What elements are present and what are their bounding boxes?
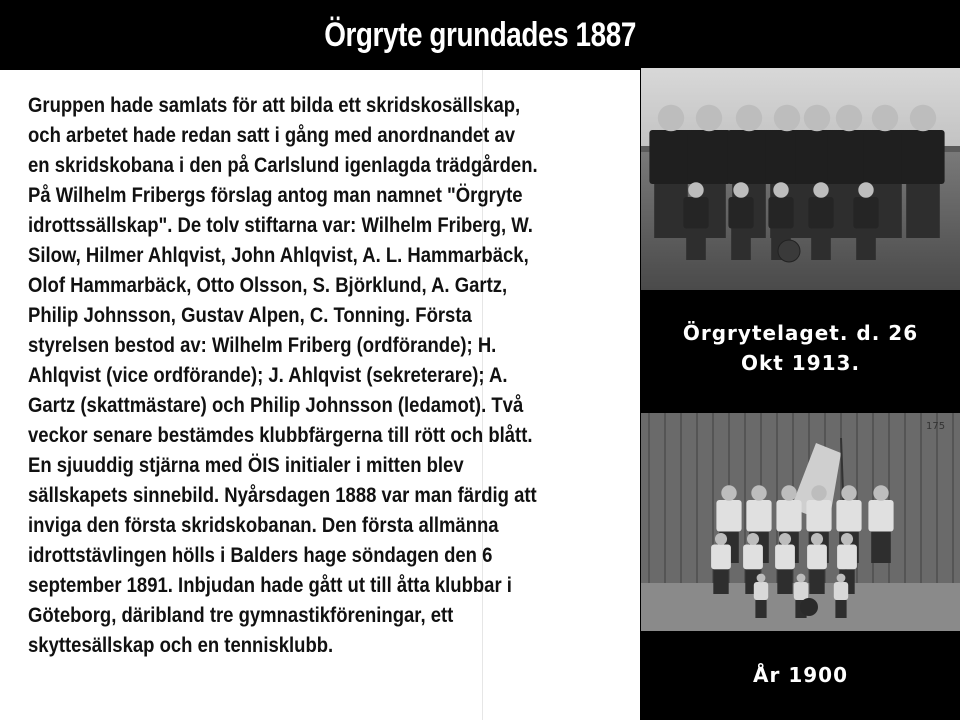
body-line: idrottstävlingen hölls i Balders hage söndagen den 6 [28, 543, 493, 567]
caption-1900: År 1900 [753, 663, 848, 687]
caption-1913-line2: Okt 1913. [740, 351, 861, 375]
body-line: skyttesällskap och en tennisklubb. [28, 633, 334, 657]
caption-1913-line1: Örgrytelaget. d. 26 [682, 321, 919, 345]
text-panel [0, 70, 640, 720]
body-line: Gartz (skattmästare) och Philip Johnsson (ledamot). Två [28, 393, 524, 417]
body-text [28, 90, 578, 660]
body-line: Olof Hammarbäck, Otto Olsson, S. Björklund, A. Gartz, [28, 273, 508, 297]
body-line: Silow, Hilmer Ahlqvist, John Ahlqvist, A. L. Hammarbäck, [28, 243, 529, 267]
caption-1913 [641, 318, 960, 378]
body-line: idrottssällskap". De tolv stiftarna var: Wilhelm Friberg, W. [28, 213, 533, 237]
body-line: Philip Johnsson, Gustav Alpen, C. Tonning. Första [28, 303, 472, 327]
title-bar [0, 0, 960, 70]
body-line: styrelsen bestod av: Wilhelm Friberg (ordförande); H. [28, 333, 497, 357]
body-line: en skridskobana i den på Carlslund igenlagda trädgården. [28, 153, 538, 177]
body-line: inviga den första skridskobanan. Den första allmänna [28, 513, 499, 537]
page-title: Örgryte grundades 1887 [324, 15, 636, 54]
body-line: och arbetet hade redan satt i gång med anordnandet av [28, 123, 516, 147]
photo-corner-mark: 175 [926, 421, 946, 432]
body-line: På Wilhelm Fribergs förslag antog man namnet "Örgryte [28, 183, 523, 207]
body-line: Gruppen hade samlats för att bilda ett skridskosällskap, [28, 93, 521, 117]
team-photo-1900 [641, 413, 960, 631]
body-line: veckor senare bestämdes klubbfärgerna till rött och blått. [28, 423, 533, 447]
team-photo-1913 [641, 68, 960, 290]
body-line: sällskapets sinnebild. Nyårsdagen 1888 var man färdig att [28, 483, 537, 507]
body-line: Göteborg, däribland tre gymnastikföreningar, ett [28, 603, 454, 627]
body-line: september 1891. Inbjudan hade gått ut till åtta klubbar i [28, 573, 512, 597]
body-line: Ahlqvist (vice ordförande); J. Ahlqvist (sekreterare); A. [28, 363, 508, 387]
body-line: En sjuuddig stjärna med ÖIS initialer i mitten blev [28, 453, 464, 477]
